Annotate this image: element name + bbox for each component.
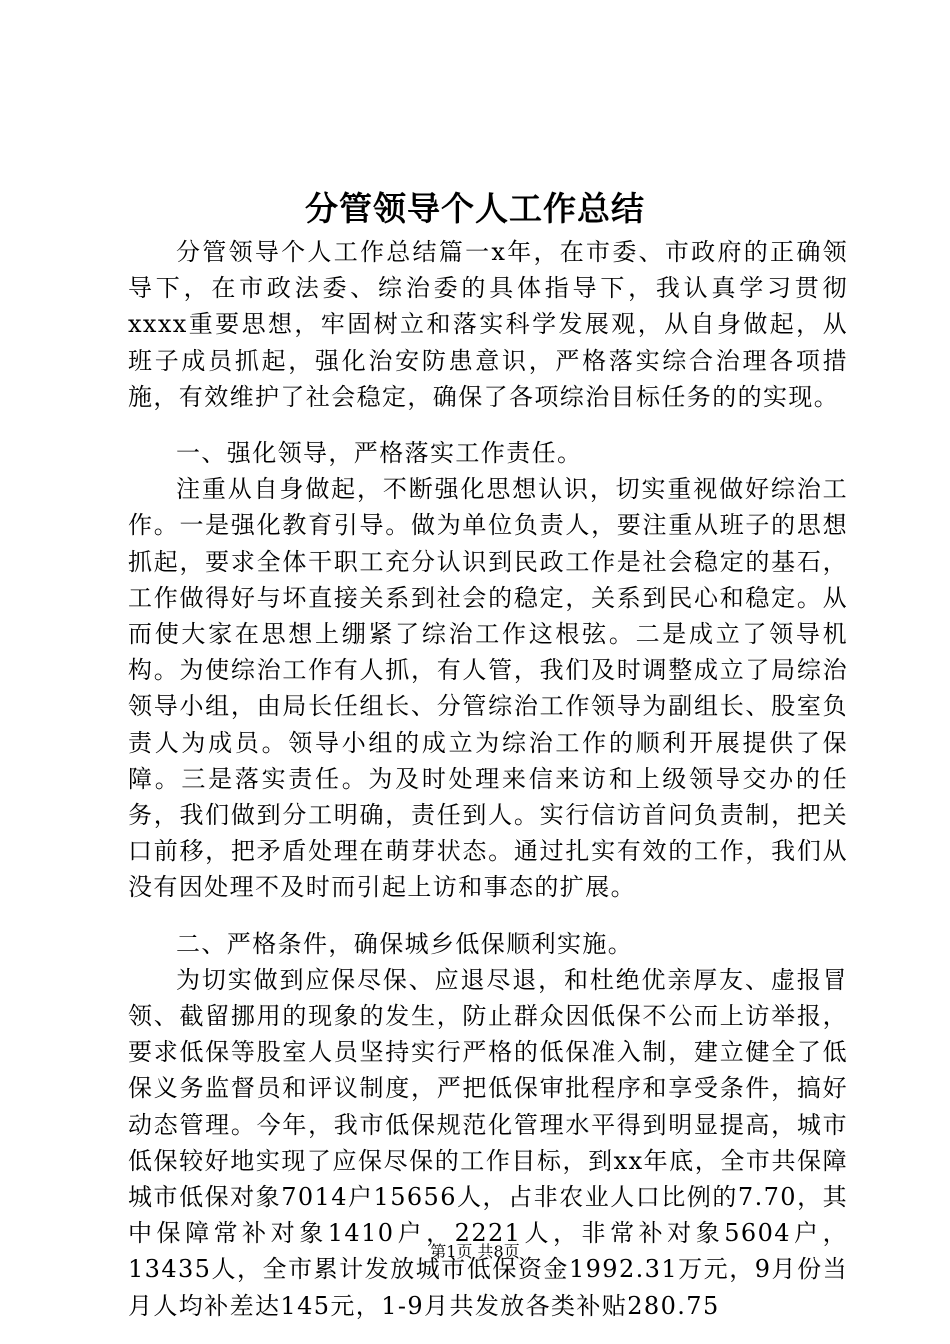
intro-paragraph: 分管领导个人工作总结篇一x年，在市委、市政府的正确领导下，在市政法委、综治委的具体指导下，我认真学习贯彻xxxx重要思想，牢固树立和落实科学发展观，从自身做起，从班子成员抓起，强化治安防患意识，严格落实综合治理各项措施，有效维护了社会稳定，确保了各项综治目标任务的的实现。 (128, 238, 848, 411)
section-1-heading: 一、强化领导，严格落实工作责任。 (176, 439, 583, 468)
page-footer: 第1页 共8页 (430, 1242, 520, 1261)
section-2-paragraph: 为切实做到应保尽保、应退尽退，和杜绝优亲厚友、虚报冒领、截留挪用的现象的发生，防止群众因低保不公而上访举报，要求低保等股室人员坚持实行严格的低保准入制，建立健全了低保义务监督员和评议制度，严把低保审批程序和享受条件，搞好动态管理。今年，我市低保规范化管理水平得到明显提高，城市低保较好地实现了应保尽保的工作目标，到xx年底，全市共保障城市低保对象7014户15656人，占非农业人口比例的7.70，其中保障常补对象1410户，2221人，非常补对象5604户，13435人，全市累计发放城市低保资金1992.31万元，9月份当月人均补差达145元，1-9月共发放各类补贴280.75 (128, 965, 848, 1320)
section-1-paragraph: 注重从自身做起，不断强化思想认识，切实重视做好综治工作。一是强化教育引导。做为单位负责人，要注重从班子的思想抓起，要求全体干职工充分认识到民政工作是社会稳定的基石，工作做得好与坏直接关系到社会的稳定，关系到民心和稳定。从而使大家在思想上绷紧了综治工作这根弦。二是成立了领导机构。为使综治工作有人抓，有人管，我们及时调整成立了局综治领导小组，由局长任组长、分管综治工作领导为副组长、股室负责人为成员。领导小组的成立为综治工作的顺利开展提供了保障。三是落实责任。为及时处理来信来访和上级领导交办的任务，我们做到分工明确，责任到人。实行信访首问负责制，把关口前移，把矛盾处理在萌芽状态。通过扎实有效的工作，我们从没有因处理不及时而引起上访和事态的扩展。 (128, 475, 848, 902)
document-body (128, 234, 848, 1324)
section-2-heading: 二、严格条件，确保城乡低保顺利实施。 (176, 929, 634, 958)
paragraph-spacer (128, 415, 848, 435)
document-title: 分管领导个人工作总结 (305, 189, 645, 228)
paragraph-spacer (128, 906, 848, 926)
